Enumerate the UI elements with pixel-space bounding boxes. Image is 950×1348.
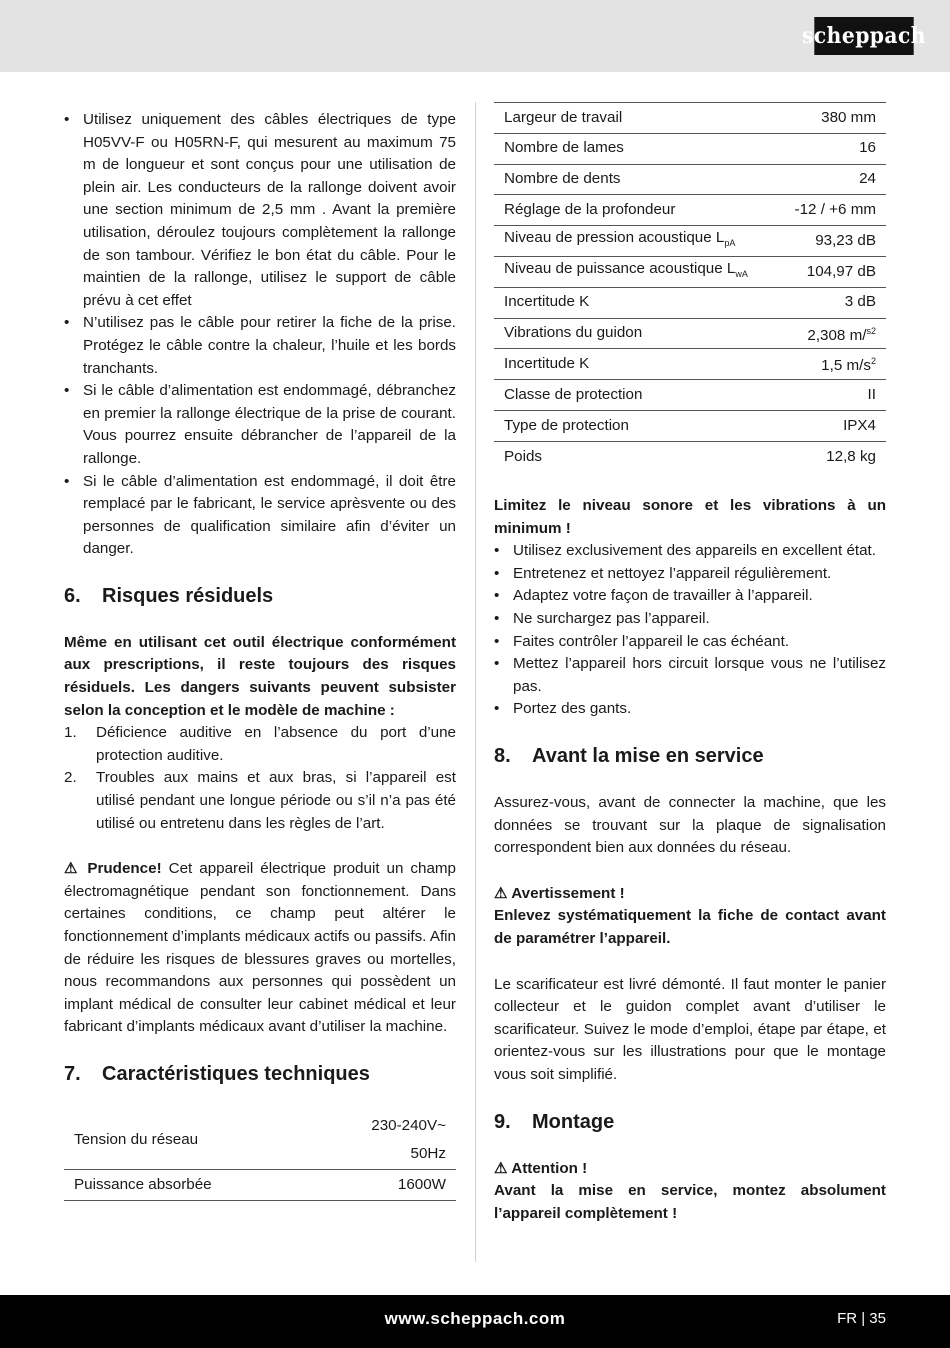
spec-value: 93,23 dB xyxy=(777,226,886,257)
attention-label: ⚠ Attention ! xyxy=(494,1159,588,1177)
spec-value: II xyxy=(777,380,886,411)
item-number: 2. xyxy=(64,769,77,787)
section-9-heading xyxy=(494,1109,886,1135)
table-row xyxy=(494,226,886,257)
spec-label: Type de protection xyxy=(494,410,777,441)
list-item: • Si le câble d’alimentation est endommagé, débranchez en premier la rallonge électrique de la prise de courant. Vous pourrez ensuite débrancher de l’appareil de la rallonge. xyxy=(64,380,456,470)
spec-value: 104,97 dB xyxy=(777,256,886,287)
right-column xyxy=(494,102,886,1225)
scheppach-logo: scheppach xyxy=(814,17,913,55)
section-number: 6. xyxy=(64,584,81,607)
spec-value: 380 mm xyxy=(777,103,886,134)
website-link[interactable]: www.scheppach.com xyxy=(384,1309,566,1328)
value-superscript: 2 xyxy=(870,356,876,367)
section-number: 9. xyxy=(494,1110,511,1133)
section-title: Montage xyxy=(532,1110,615,1133)
spec-label: Classe de protection xyxy=(494,380,777,411)
section-number: 7. xyxy=(64,1062,81,1085)
label-text: Niveau de puissance acoustique L xyxy=(504,260,736,278)
section-7-heading xyxy=(64,1061,456,1087)
value-superscript: s2 xyxy=(866,325,876,336)
list-item: • Si le câble d’alimentation est endommagé, il doit être remplacé par le fabricant, le service aprèsvente ou des personnes de qualification similaire afin d’éviter un danger. xyxy=(64,471,456,561)
spec-label: Puissance absorbée xyxy=(64,1170,309,1201)
label-subscript: pA xyxy=(724,238,736,249)
spec-label: Incertitude K xyxy=(494,287,777,318)
spec-label: Réglage de la profondeur xyxy=(494,195,777,226)
spec-value: 12,8 kg xyxy=(826,447,876,465)
spec-table-left xyxy=(64,1111,456,1201)
spec-value: 16 xyxy=(777,133,886,164)
connection-paragraph: Assurez-vous, avant de connecter la machine, que les données se trouvant sur la plaque de signalisation correspondent bien aux données du réseau. xyxy=(494,794,886,857)
header-bar xyxy=(0,0,950,72)
label-text: Niveau de pression acoustique L xyxy=(504,229,725,247)
table-row xyxy=(494,133,886,164)
spec-value: IPX4 xyxy=(777,410,886,441)
section-title: Risques résiduels xyxy=(102,584,274,607)
list-item: • Faites contrôler l’appareil le cas échéant. xyxy=(494,631,886,654)
table-row xyxy=(494,380,886,411)
value-text: 1,5 m/s xyxy=(821,357,871,375)
spec-value xyxy=(777,318,886,349)
residual-risk-list xyxy=(64,722,456,835)
value-line: 230-240V~ xyxy=(371,1117,446,1135)
noise-list xyxy=(494,540,886,721)
table-row xyxy=(494,441,886,472)
spec-label: Tension du réseau xyxy=(64,1111,309,1170)
list-item: • Utilisez exclusivement des appareils en excellent état. xyxy=(494,540,886,563)
section-title: Avant la mise en service xyxy=(532,745,764,767)
spec-value xyxy=(777,349,886,380)
residual-risk-intro: Même en utilisant cet outil électrique conformément aux prescriptions, il reste toujours des risques résiduels. Les dangers suivants peuvent subsister selon la conception et le modèle de machine : xyxy=(64,633,456,719)
spec-label: Incertitude K xyxy=(494,349,777,380)
page-number: FR | 35 xyxy=(837,1310,886,1327)
table-row xyxy=(64,1170,456,1201)
spec-label: Largeur de travail xyxy=(494,103,777,134)
cable-safety-list xyxy=(64,109,456,561)
left-column xyxy=(64,109,456,1201)
prudence-label: ⚠ Prudence! xyxy=(64,860,162,878)
section-6-heading xyxy=(64,583,456,609)
spec-label: Nombre de lames xyxy=(494,133,777,164)
list-item xyxy=(64,722,456,767)
table-row xyxy=(494,349,886,380)
list-item: • Utilisez uniquement des câbles électriques de type H05VV-F ou H05RN-F, qui mesurent au maximum 75 m de longueur et sont conçus pour une utilisation de plein air. Les conducteurs de la rallonge doivent avoir une section minimum de 2,5 mm . Avant la première utilisation, déroulez toujours complètement la rallonge de son tambour. Vérifiez le bon état du câble. Pour le maintien de la rallonge, utilisez le support de câble prévu à cet effet xyxy=(64,109,456,312)
table-row xyxy=(494,410,886,441)
spec-label: Nombre de dents xyxy=(494,164,777,195)
value-text: 2,308 m/ xyxy=(807,326,867,344)
spec-value: -12 / +6 mm xyxy=(777,195,886,226)
section-number: 8. xyxy=(494,745,511,767)
list-item: • N’utilisez pas le câble pour retirer la fiche de la prise. Protégez le câble contre la chaleur, l’huile et les bords tranchants. xyxy=(64,312,456,380)
spec-value: 24 xyxy=(777,164,886,195)
list-item xyxy=(64,767,456,835)
spec-value xyxy=(309,1111,456,1170)
item-number: 1. xyxy=(64,724,77,742)
list-item: • Portez des gants. xyxy=(494,698,886,721)
warning-label: ⚠ Avertissement ! xyxy=(494,884,625,902)
list-item: • Entretenez et nettoyez l’appareil régulièrement. xyxy=(494,563,886,586)
spec-label: Poids xyxy=(504,447,542,465)
spec-table-right xyxy=(494,102,886,472)
item-text: Déficience auditive en l’absence du port d’une protection auditive. xyxy=(96,724,456,764)
table-row xyxy=(494,287,886,318)
spec-value: 3 dB xyxy=(777,287,886,318)
list-item: • Adaptez votre façon de travailler à l’appareil. xyxy=(494,585,886,608)
spec-label xyxy=(494,226,777,257)
label-subscript: wA xyxy=(735,269,748,280)
warning-text: Enlevez systématiquement la fiche de contact avant de paramétrer l’appareil. xyxy=(494,907,886,947)
section-8-heading xyxy=(494,743,886,769)
table-row xyxy=(494,103,886,134)
prudence-text: Cet appareil électrique produit un champ électromagnétique pendant son fonctionnement. Dans certaines conditions, ce champ peut altérer le fonctionnement d’implants médicaux actifs ou passifs. Afin de réduire les risques de blessures graves ou mortelles, nous recommandons aux personnes qui possèdent un implant médical de consulter leur cabinet médical et leur fabricant d’implants médicaux avant d’utiliser la machine. xyxy=(64,860,456,1036)
section-title: Caractéristiques techniques xyxy=(102,1062,370,1085)
spec-label: Vibrations du guidon xyxy=(494,318,777,349)
footer-bar xyxy=(0,1295,950,1348)
prudence-paragraph xyxy=(64,858,456,1039)
list-item: • Mettez l’appareil hors circuit lorsque vous ne l’utilisez pas. xyxy=(494,653,886,698)
assembly-paragraph: Le scarificateur est livré démonté. Il faut monter le panier collecteur et le guidon complet avant d’utiliser le scarificateur. Suivez le mode d’emploi, étape par étape, et orientez-vous sur les illustrations pour que le montage vous soit simplifié. xyxy=(494,975,886,1083)
table-row xyxy=(64,1111,456,1170)
table-row xyxy=(494,318,886,349)
value-line: 50Hz xyxy=(410,1145,446,1163)
attention-text: Avant la mise en service, montez absolument l’appareil complètement ! xyxy=(494,1182,886,1222)
column-divider xyxy=(475,102,476,1262)
item-text: Troubles aux mains et aux bras, si l’appareil est utilisé pendant une longue période ou s’il n’a pas été utilisé ou entretenu dans les règles de l’art. xyxy=(96,769,456,832)
noise-heading: Limitez le niveau sonore et les vibrations à un minimum ! xyxy=(494,497,886,537)
table-row xyxy=(494,164,886,195)
spec-value: 1600W xyxy=(309,1170,456,1201)
table-row xyxy=(494,256,886,287)
list-item: • Ne surchargez pas l’appareil. xyxy=(494,608,886,631)
spec-label xyxy=(494,256,777,287)
table-row xyxy=(494,195,886,226)
